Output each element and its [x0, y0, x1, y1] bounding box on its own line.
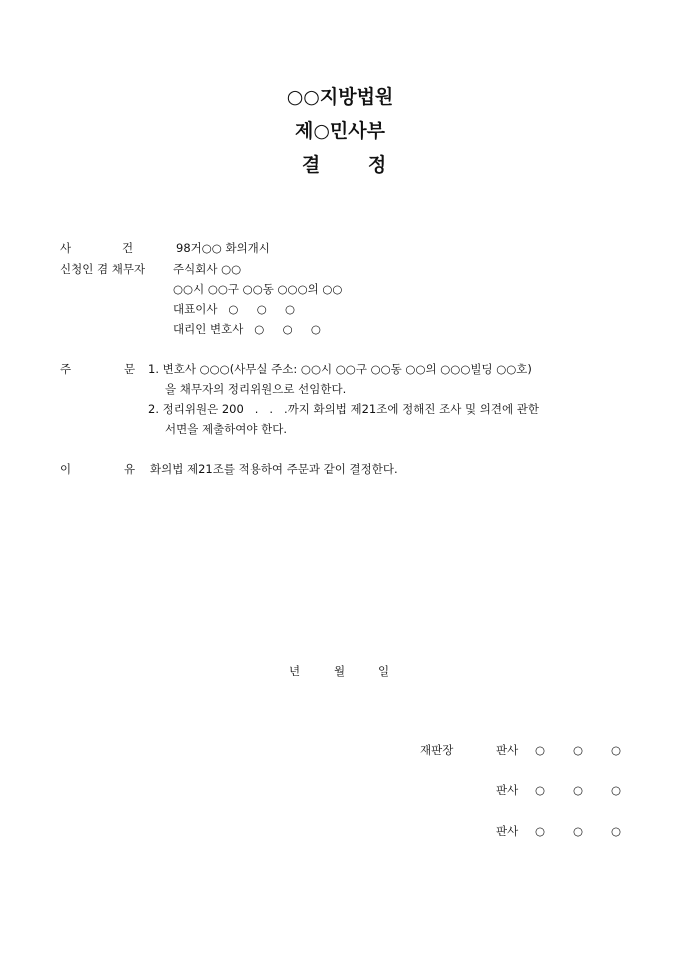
reason-label-char-1: 이 — [60, 462, 72, 476]
order-item-1-line-2: 을 채무자의 정리위원으로 선임한다. — [165, 382, 347, 396]
presiding-judge-label: 재판장 — [420, 743, 454, 757]
date-day: 일 — [378, 664, 390, 678]
judge-2-label: 판사 — [496, 783, 519, 797]
applicant-address: ○○시 ○○구 ○○동 ○○○의 ○○ — [173, 282, 343, 296]
applicant-ceo: 대표이사 ○ ○ ○ — [173, 302, 296, 316]
judge-1-name-char-2: ○ — [573, 743, 584, 757]
order-item-2-line-1: 2. 정리위원은 200 . . .까지 화의법 제21조에 정해진 조사 및 의견에 관한 — [148, 402, 539, 416]
division-name: 제○민사부 — [295, 120, 385, 142]
reason-text: 화의법 제21조를 적용하여 주문과 같이 결정한다. — [150, 462, 398, 476]
order-label-char-2: 문 — [124, 362, 136, 376]
doc-type-char-2: 정 — [367, 154, 387, 176]
date-year: 년 — [289, 664, 301, 678]
order-label-char-1: 주 — [60, 362, 72, 376]
judge-1-name-char-3: ○ — [611, 743, 622, 757]
judge-3-name-char-3: ○ — [611, 824, 622, 838]
applicant-label: 신청인 겸 채무자 — [60, 262, 146, 276]
applicant-agent: 대리인 변호사 ○ ○ ○ — [173, 322, 321, 336]
judge-3-name-char-1: ○ — [535, 824, 546, 838]
judge-3-label: 판사 — [496, 824, 519, 838]
date-month: 월 — [334, 664, 346, 678]
applicant-company: 주식회사 ○○ — [173, 262, 242, 276]
judge-1-label: 판사 — [496, 743, 519, 757]
judge-2-name-char-3: ○ — [611, 783, 622, 797]
court-name: ○○지방법원 — [286, 86, 394, 108]
judge-2-name-char-1: ○ — [535, 783, 546, 797]
case-label-char-2: 건 — [122, 241, 134, 255]
judge-1-name-char-1: ○ — [535, 743, 546, 757]
judge-2-name-char-2: ○ — [573, 783, 584, 797]
order-item-2-line-2: 서면을 제출하여야 한다. — [165, 422, 288, 436]
judge-3-name-char-2: ○ — [573, 824, 584, 838]
case-label-char-1: 사 — [60, 241, 72, 255]
case-number: 98거○○ 화의개시 — [176, 241, 270, 255]
reason-label-char-2: 유 — [124, 462, 136, 476]
doc-type-char-1: 결 — [301, 154, 321, 176]
order-item-1-line-1: 1. 변호사 ○○○(사무실 주소: ○○시 ○○구 ○○동 ○○의 ○○○빌딩 ○○호) — [148, 362, 532, 376]
